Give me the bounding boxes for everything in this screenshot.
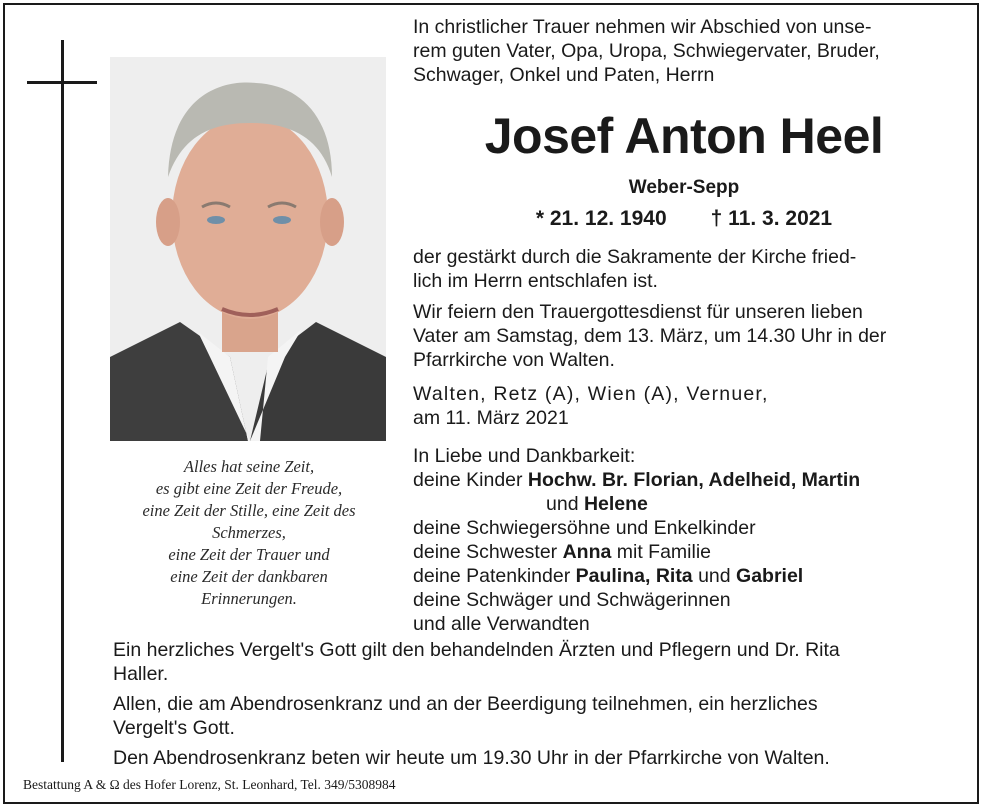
poem [120, 456, 378, 610]
thanks-line: Vergelt's Gott. [113, 717, 235, 739]
deceased-name: Josef Anton Heel [484, 108, 884, 164]
service-line: Wir feiern den Trauergottesdienst für unseren lieben [413, 301, 863, 323]
godchildren-prefix: deine Patenkinder [413, 565, 576, 587]
cross-horizontal-bar [27, 81, 97, 84]
thanks-text [113, 638, 840, 770]
intro-text [413, 15, 955, 87]
mourner-relatives: und alle Verwandten [413, 613, 590, 635]
death-date: † 11. 3. 2021 [710, 207, 833, 230]
passing-text [413, 245, 856, 293]
children-last: Helene [583, 493, 648, 515]
intro-line: Schwager, Onkel und Paten, Herrn [413, 64, 715, 86]
poem-line: eine Zeit der Stille, eine Zeit des [142, 501, 356, 520]
poem-line: Alles hat seine Zeit, [183, 457, 315, 476]
children-names: Hochw. Br. Florian, Adelheid, Martin [527, 469, 861, 491]
thanks-line: Allen, die am Abendrosenkranz und an der Beerdigung teilnehmen, ein herzliches [113, 693, 818, 715]
place-date [413, 382, 769, 430]
portrait-illustration [110, 57, 386, 441]
service-text [413, 300, 886, 372]
thanks-line: Ein herzliches Vergelt's Gott gilt den behandelnden Ärzten und Pflegern und Dr. Rita [113, 639, 840, 661]
thanks-line: Den Abendrosenkranz beten wir heute um 19.30 Uhr in der Pfarrkirche von Walten. [113, 747, 830, 769]
cross-vertical-bar [61, 40, 64, 762]
poem-line: Erinnerungen. [201, 589, 297, 608]
godchildren-last: Gabriel [736, 565, 804, 587]
mourner-children-cont [413, 492, 860, 516]
intro-line: rem guten Vater, Opa, Uropa, Schwiegervater, Bruder, [413, 40, 880, 62]
date-line: am 11. März 2021 [413, 407, 569, 429]
poem-line: es gibt eine Zeit der Freude, [155, 479, 343, 498]
passing-line: lich im Herrn entschlafen ist. [413, 270, 658, 292]
mourners-list [413, 444, 860, 636]
sister-name: Anna [562, 541, 612, 563]
mourner-sons-in-law: deine Schwiegersöhne und Enkelkinder [413, 517, 756, 539]
portrait-photo [110, 57, 386, 441]
mourner-sister [413, 540, 860, 564]
sister-suffix: mit Familie [611, 541, 712, 563]
intro-line: In christlicher Trauer nehmen wir Abschied von unse- [413, 16, 872, 38]
service-line: Pfarrkirche von Walten. [413, 349, 615, 371]
mourner-godchildren [413, 564, 860, 588]
godchildren-names: Paulina, Rita [575, 565, 693, 587]
passing-line: der gestärkt durch die Sakramente der Kirche fried- [413, 246, 857, 268]
service-line: Vater am Samstag, dem 13. März, um 14.30 Uhr in der [413, 325, 887, 347]
sister-prefix: deine Schwester [413, 541, 563, 563]
place-line: Walten, Retz (A), Wien (A), Vernuer, [413, 383, 769, 405]
birth-date: * 21. 12. 1940 [535, 207, 667, 230]
funeral-home-footer: Bestattung A & Ω des Hofer Lorenz, St. Leonhard, Tel. 349/5308984 [23, 777, 396, 792]
godchildren-and: und [692, 565, 737, 587]
thanks-line: Haller. [113, 663, 169, 685]
life-dates [413, 206, 955, 232]
children-and: und [546, 493, 584, 515]
mourners-heading: In Liebe und Dankbarkeit: [413, 445, 636, 467]
mourner-children [413, 468, 860, 492]
deceased-nickname: Weber-Sepp [628, 177, 740, 198]
children-prefix: deine Kinder [413, 469, 528, 491]
mourner-in-laws: deine Schwäger und Schwägerinnen [413, 589, 731, 611]
poem-line: Schmerzes, [212, 523, 286, 542]
poem-line: eine Zeit der Trauer und [168, 545, 330, 564]
poem-line: eine Zeit der dankbaren [170, 567, 328, 586]
